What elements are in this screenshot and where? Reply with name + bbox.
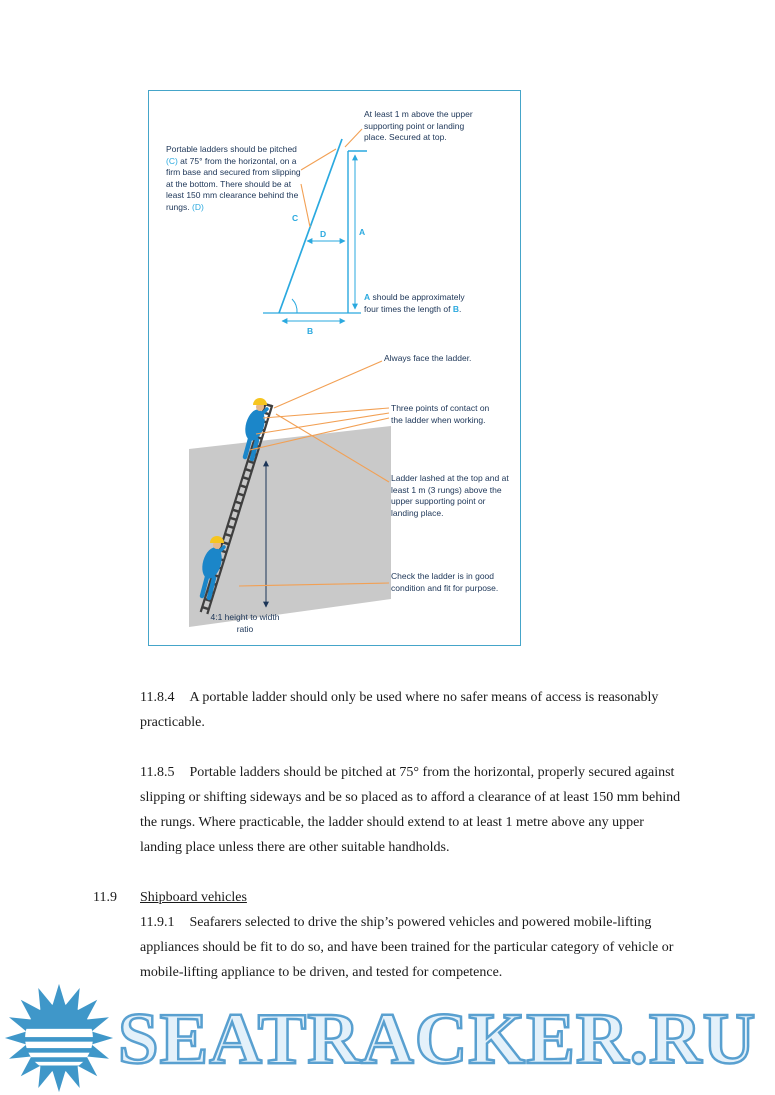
annotation-ab-label-a: A — [364, 292, 371, 302]
section-number: 11.9 — [93, 890, 117, 905]
callout-three-points: Three points of contact on the ladder when working. — [391, 403, 490, 425]
annotation-ab-label-b: B — [452, 303, 459, 314]
paragraph-text: Seafarers selected to drive the ship’s powered vehicles and powered mobile-lifting appliances should be fit to do so, and have been trained for the particular category of vehicle or mobile-lifting appliance to be driven, and tested for competence. — [140, 915, 674, 980]
sun-disc — [25, 1004, 93, 1072]
annotation-ab-period: . — [458, 303, 462, 314]
dim-label-a: A — [359, 227, 366, 237]
seatracker-watermark — [4, 982, 775, 1094]
dim-label-d: D — [320, 229, 327, 239]
callout-check-condition: Check the ladder is in good condition and fit for purpose. — [391, 571, 499, 593]
annotation-pitch-text-2: at 75° from the horizontal, on a firm base and secured from slipping at the bottom. There should be at least 150 mm clearance behind the rungs. — [166, 155, 301, 212]
paragraph-11-9-1 — [140, 910, 685, 985]
paragraph-text: Portable ladders should be pitched at 75° from the horizontal, properly secured against slipping or shifting sideways and be so placed as to afford a clearance of at least 150 mm behind the rungs. Where practicable, the ladder should extend to at least 1 metre above any upper landing place unless there are other suitable handholds. — [140, 765, 681, 855]
paragraph-number: 11.8.4 — [140, 690, 175, 705]
annotation-ab-text: should be approximately four times the length of — [364, 292, 465, 314]
annotation-pitch-text-1: Portable ladders should be pitched — [166, 144, 297, 154]
ladder-illustration — [189, 361, 391, 627]
annotation-a-b-ratio — [364, 292, 474, 315]
section-heading-11-9 — [93, 885, 247, 910]
wall-shape — [189, 426, 391, 627]
paragraph-number: 11.8.5 — [140, 765, 175, 780]
callout-always-face: Always face the ladder. — [384, 353, 472, 363]
callout-ladder-lashed: Ladder lashed at the top and at least 1 m (3 rungs) above the upper supporting point or landing place. — [391, 473, 509, 518]
annotation-pitch-label-d: (D) — [192, 201, 204, 212]
annotation-secured-top: At least 1 m above the upper supporting point or landing place. Secured at top. — [364, 109, 473, 142]
annotation-pitch-label-c: (C) — [166, 155, 178, 166]
paragraph-11-8-5 — [140, 760, 685, 860]
annotation-pitch — [166, 144, 306, 213]
paragraph-text: A portable ladder should only be used where no safer means of access is reasonably practicable. — [140, 690, 659, 730]
watermark-text: SEATRACKER.RU — [118, 997, 757, 1079]
ratio-label: 4:1 height to width ratio — [210, 612, 280, 634]
ladder-safety-figure — [148, 90, 521, 646]
paragraph-number: 11.9.1 — [140, 915, 175, 930]
dim-label-b: B — [307, 326, 314, 336]
section-title: Shipboard vehicles — [140, 890, 247, 905]
dim-label-c: C — [292, 213, 299, 223]
sun-logo-icon — [4, 983, 114, 1093]
paragraph-11-8-4 — [140, 685, 685, 735]
